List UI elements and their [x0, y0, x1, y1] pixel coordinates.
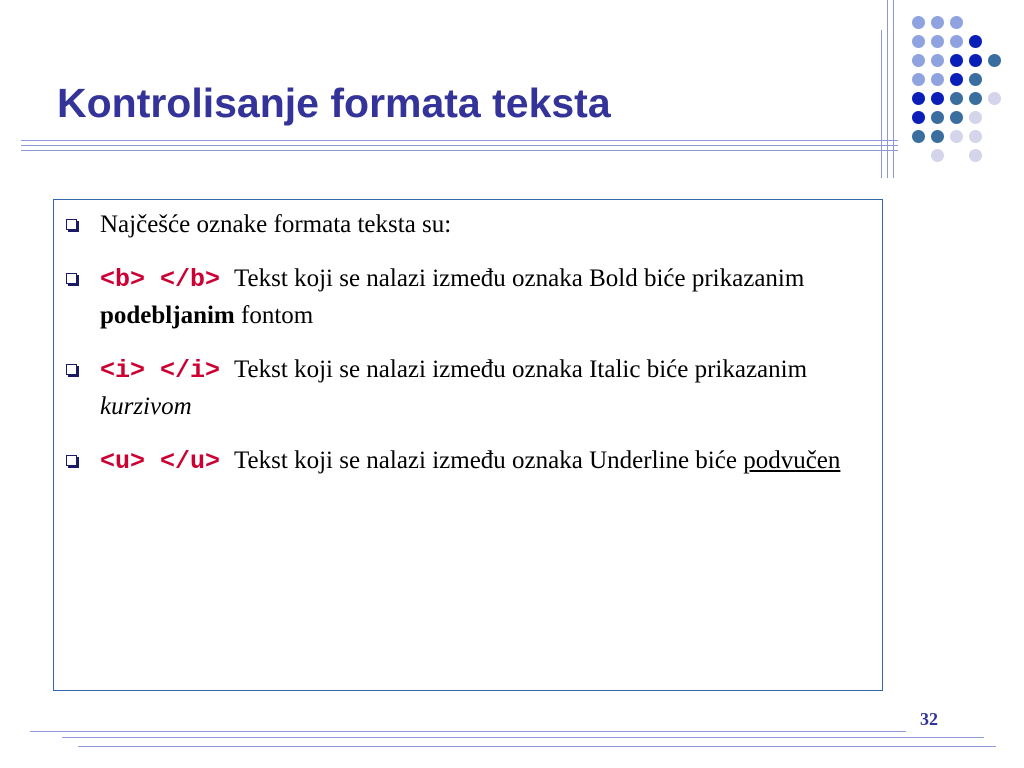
- decor-vline-2: [887, 0, 888, 178]
- title-rule-2: [21, 145, 898, 146]
- decor-dot: [950, 73, 963, 86]
- bullet-item-intro: [66, 207, 856, 243]
- decor-dot: [912, 54, 925, 67]
- decor-dot: [931, 73, 944, 86]
- decor-dot: [950, 16, 963, 29]
- emphasis-italic: kurzivom: [100, 393, 192, 420]
- decor-dot: [950, 35, 963, 48]
- decor-dot: [950, 130, 963, 143]
- decor-dot: [969, 54, 982, 67]
- checkbox-bullet-icon: [66, 364, 77, 375]
- decor-dot: [931, 130, 944, 143]
- footer-rule-3: [78, 746, 996, 747]
- title-rule-3: [21, 150, 898, 151]
- decor-dot: [969, 130, 982, 143]
- decor-dot: [912, 16, 925, 29]
- bullet-item-italic: [66, 352, 856, 425]
- decor-dot: [931, 35, 944, 48]
- decor-dot: [969, 149, 982, 162]
- decor-dot: [912, 73, 925, 86]
- decor-vline-1: [881, 30, 882, 178]
- html-tag-code: <b> </b>: [100, 265, 221, 294]
- decor-dot: [912, 92, 925, 105]
- decor-dot: [950, 92, 963, 105]
- decor-dot: [988, 92, 1001, 105]
- checkbox-bullet-icon: [66, 455, 77, 466]
- decor-dot: [931, 16, 944, 29]
- decor-dot: [988, 54, 1001, 67]
- decor-dot: [969, 111, 982, 124]
- footer-rule-1: [30, 731, 906, 732]
- slide-title: Kontrolisanje formata teksta: [57, 80, 611, 126]
- html-tag-code: <i> </i>: [100, 356, 221, 385]
- decor-dot: [912, 111, 925, 124]
- decor-dot: [931, 54, 944, 67]
- decor-dot: [969, 73, 982, 86]
- decor-dot: [931, 149, 944, 162]
- decor-dot: [969, 92, 982, 105]
- decor-dot: [931, 111, 944, 124]
- decor-dot: [969, 35, 982, 48]
- checkbox-bullet-icon: [66, 273, 77, 284]
- decor-dot: [950, 54, 963, 67]
- bullet-item-bold: [66, 261, 856, 334]
- page-number: 32: [920, 709, 938, 729]
- checkbox-bullet-icon: [66, 219, 77, 230]
- decor-dot: [931, 92, 944, 105]
- bullet-text: Najčešće oznake formata teksta su:: [100, 211, 452, 238]
- decor-vline-3: [893, 0, 894, 178]
- emphasis-underline: podvučen: [743, 447, 841, 474]
- emphasis-bold: podebljanim: [100, 302, 235, 329]
- bullet-list: [66, 207, 856, 498]
- decor-dot: [912, 130, 925, 143]
- html-tag-code: <u> </u>: [100, 447, 221, 476]
- decor-dot: [950, 111, 963, 124]
- decor-dot: [912, 35, 925, 48]
- bullet-text-tail: fontom: [234, 302, 314, 329]
- bullet-item-underline: [66, 443, 856, 480]
- title-rule-1: [21, 140, 898, 141]
- bullet-text: Tekst koji se nalazi između oznaka Underline biće: [234, 447, 744, 474]
- bullet-text: Tekst koji se nalazi između oznaka Bold biće prikazanim: [234, 265, 805, 292]
- bullet-text: Tekst koji se nalazi između oznaka Italic biće prikazanim: [234, 356, 808, 383]
- footer-rule-2: [62, 737, 984, 738]
